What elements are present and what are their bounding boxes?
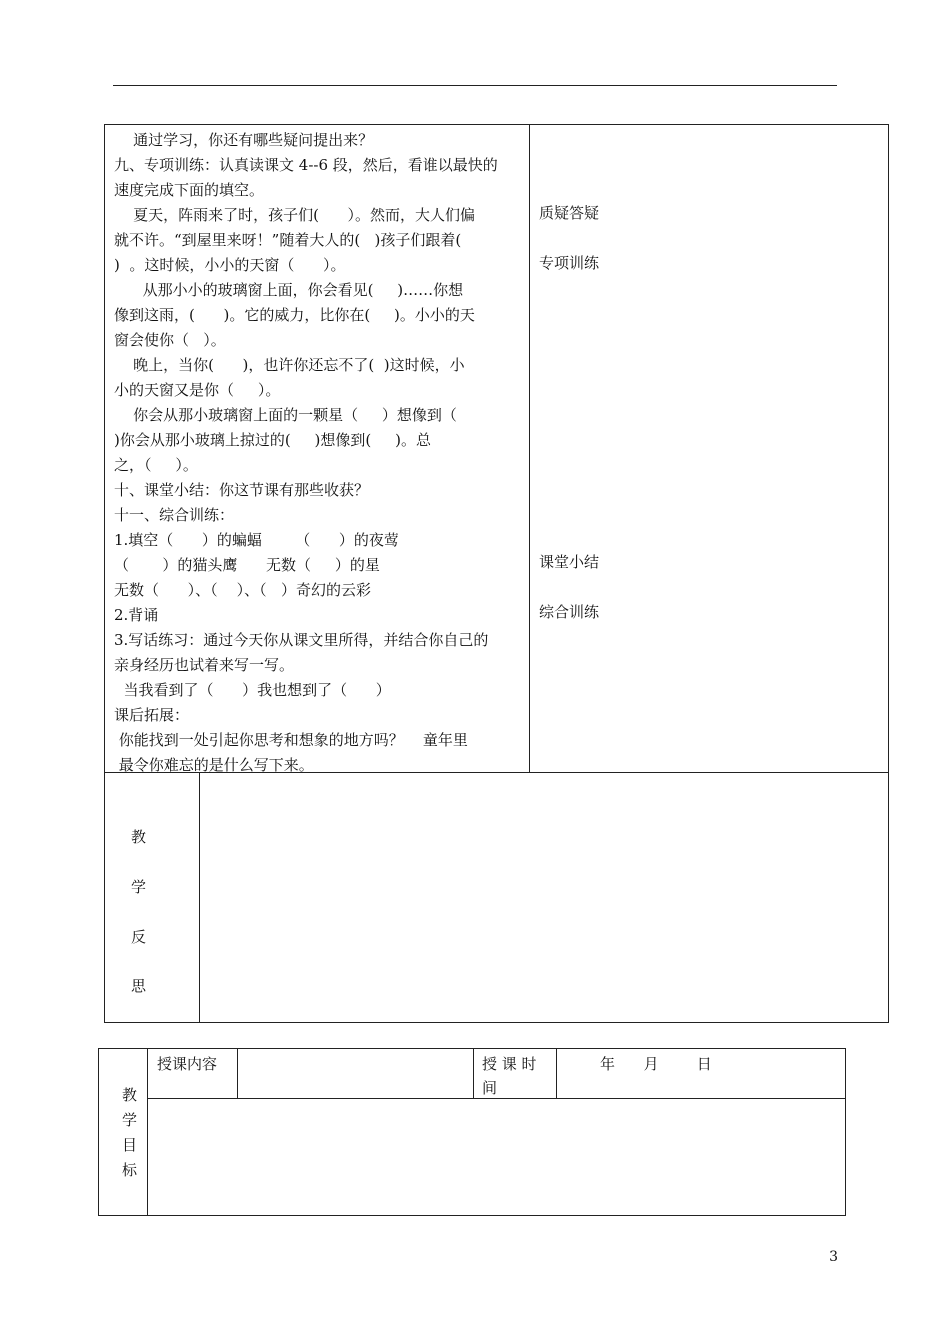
text-line: 窗会使你（ ）。 (114, 331, 226, 349)
text-line: 你会从那小玻璃窗上面的一颗星（ ）想像到（ (114, 406, 457, 424)
reflection-divider (199, 772, 200, 1023)
reflection-label-char: 思 (131, 977, 147, 995)
lesson-table-divider (529, 124, 530, 773)
text-line: 最令你难忘的是什么写下来。 (114, 756, 314, 774)
text-line: 1.填空（ ）的蝙蝠 （ ）的夜莺 (114, 531, 399, 549)
text-line: 十一、综合训练： (114, 506, 235, 524)
side-note-training: 专项训练 (539, 254, 600, 272)
text-line: 当我看到了（ ）我也想到了（ ） (114, 681, 391, 699)
text-line: 无数（ ）、（ ）、（ ）奇幻的云彩 (114, 581, 371, 599)
text-line: ) 。这时候，小小的天窗（ ）。 (114, 256, 346, 274)
text-line: 九、专项训练：认真读课文 4--6 段，然后，看谁以最快的 (114, 156, 498, 174)
time-label: 授 课 时 (482, 1055, 537, 1073)
date-text: 年 月 日 (600, 1055, 712, 1073)
header-rule (113, 85, 837, 86)
text-line: （ ）的猫头鹰 无数（ ）的星 (114, 556, 380, 574)
next-table-col-4 (556, 1048, 557, 1098)
content-label: 授课内容 (157, 1055, 218, 1073)
text-line: 就不许。“到屋里来呀！”随着大人的( )孩子们跟着( (114, 231, 462, 249)
text-line: 夏天，阵雨来了时，孩子们( ）。然而，大人们偏 (114, 206, 476, 224)
goal-label-char: 学 (122, 1111, 138, 1129)
reflection-label-char: 学 (131, 878, 147, 896)
page-number: 3 (829, 1249, 838, 1265)
side-note-summary: 课堂小结 (539, 553, 600, 571)
goal-label-char: 标 (122, 1161, 138, 1179)
text-line: 课后拓展： (114, 706, 190, 724)
next-table-col-3 (473, 1048, 474, 1098)
reflection-label-char: 反 (131, 928, 147, 946)
side-note-qa: 质疑答疑 (539, 204, 600, 222)
text-line: 小的天窗又是你（ ）。 (114, 381, 281, 399)
next-table-row-1 (147, 1098, 846, 1099)
reflection-table (104, 772, 889, 1023)
goal-label-char: 目 (122, 1136, 138, 1154)
reflection-label-char: 教 (131, 828, 147, 846)
text-line: 之，（ ）。 (114, 456, 198, 474)
text-line: 3.写话练习：通过今天你从课文里所得，并结合你自己的 (114, 631, 489, 649)
text-line: 晚上，当你( )，也许你还忘不了( )这时候，小 (114, 356, 465, 374)
goal-label-char: 教 (122, 1086, 138, 1104)
text-line: 通过学习，你还有哪些疑问提出来？ (114, 131, 374, 149)
next-table-col-1 (147, 1048, 148, 1216)
time-label-cont: 间 (482, 1079, 498, 1097)
text-line: 从那小小的玻璃窗上面，你会看见( )……你想 (114, 281, 464, 299)
text-line: 像到这雨，( )。它的威力，比你在( )。小小的天 (114, 306, 475, 324)
text-line: 你能找到一处引起你思考和想象的地方吗？ 童年里 (114, 731, 468, 749)
text-line: 十、课堂小结：你这节课有那些收获？ (114, 481, 370, 499)
text-line: 2.背诵 (114, 606, 159, 624)
text-line: 亲身经历也试着来写一写。 (114, 656, 295, 674)
text-line: )你会从那小玻璃上掠过的( )想像到( )。总 (114, 431, 431, 449)
text-line: 速度完成下面的填空。 (114, 181, 265, 199)
side-note-comprehensive: 综合训练 (539, 603, 600, 621)
next-table-col-2 (237, 1048, 238, 1098)
